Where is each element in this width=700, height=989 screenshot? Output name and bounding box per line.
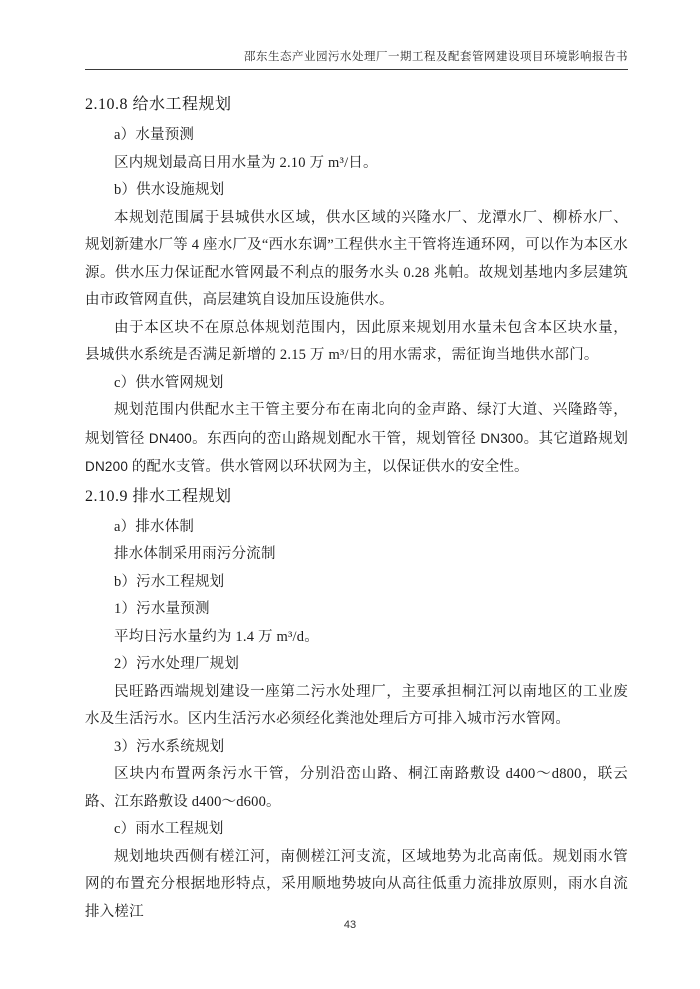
running-header-title: 邵东生态产业园污水处理厂一期工程及配套管网建设项目环境影响报告书 bbox=[244, 51, 628, 63]
pipe-size-dn300: DN300 bbox=[480, 430, 524, 446]
network-text-1: 规划范围内供配水主干管主要分布在南北向的金声路、绿汀大道、兴隆路等，规划管径 bbox=[85, 402, 628, 447]
item-sewage-forecast: 1）污水量预测 bbox=[114, 601, 210, 617]
para-treatment-plant: 民旺路西端规划建设一座第二污水处理厂，主要承担桐江河以南地区的工业废水及生活污水。区内生活污水必须经化粪池处理后方可排入城市污水管网。 bbox=[85, 683, 628, 727]
pipe-size-dn200: DN200 bbox=[85, 459, 129, 474]
item-rainwater-planning: c）雨水工程规划 bbox=[114, 821, 224, 837]
para-extra-demand: 由于本区块不在原总体规划范围内，因此原来规划用水量未包含本区块水量，县城供水系统是否满足新增的 2.15 万 m³/日的用水需求，需征询当地供水部门。 bbox=[85, 319, 628, 363]
section-heading-water-supply: 2.10.8 给水工程规划 bbox=[85, 96, 232, 113]
para-supply-network bbox=[85, 397, 628, 482]
para-water-demand: 区内规划最高日用水量为 2.10 万 m³/日。 bbox=[114, 154, 378, 171]
item-supply-facilities: b）供水设施规划 bbox=[114, 182, 225, 198]
para-rainwater: 规划地块西侧有槎江河，南侧槎江河支流，区域地势为北高南低。规划雨水管网的布置充分根据地形特点，采用顺地势坡向从高往低重力流排放原则，雨水自流排入槎江 bbox=[85, 848, 628, 920]
item-drainage-system: a）排水体制 bbox=[114, 518, 195, 535]
item-sewage-planning: b）污水工程规划 bbox=[114, 573, 225, 590]
para-sewage-pipes: 区块内布置两条污水干管，分别沿峦山路、桐江南路敷设 d400～d800，联云路、江东路敷设 d400～d600。 bbox=[85, 766, 628, 810]
network-text-3: 。其它道路规划 bbox=[523, 430, 629, 447]
item-supply-network: c）供水管网规划 bbox=[114, 374, 224, 391]
item-treatment-plant: 2）污水处理厂规划 bbox=[114, 656, 240, 672]
pipe-size-dn400: DN400 bbox=[148, 430, 192, 446]
item-water-volume-forecast: a）水量预测 bbox=[114, 127, 195, 143]
para-drainage-system: 排水体制采用雨污分流制 bbox=[114, 546, 276, 562]
item-sewage-network: 3）污水系统规划 bbox=[114, 738, 225, 755]
document-body bbox=[85, 90, 628, 926]
section-heading-drainage: 2.10.9 排水工程规划 bbox=[85, 487, 232, 505]
network-text-4: 的配水支管。供水管网以环状网为主，以保证供水的安全性。 bbox=[128, 459, 529, 475]
para-sewage-volume: 平均日污水量约为 1.4 万 m³/d。 bbox=[114, 628, 319, 645]
para-supply-facilities: 本规划范围属于县城供水区域，供水区域的兴隆水厂、龙潭水厂、柳桥水厂、规划新建水厂等 4 座水厂及“西水东调”工程供水主干管将连通环网，可以作为本区水源。供水压力保证配水管网最不利点的服务水头 0.28 兆帕。故规划基地内多层建筑由市政管网直供，高层建筑自设加压设施供水。 bbox=[85, 209, 628, 308]
page-number: 43 bbox=[343, 919, 357, 931]
network-text-2: 。东西向的峦山路规划配水干管，规划管径 bbox=[191, 430, 481, 447]
running-header bbox=[85, 48, 628, 70]
